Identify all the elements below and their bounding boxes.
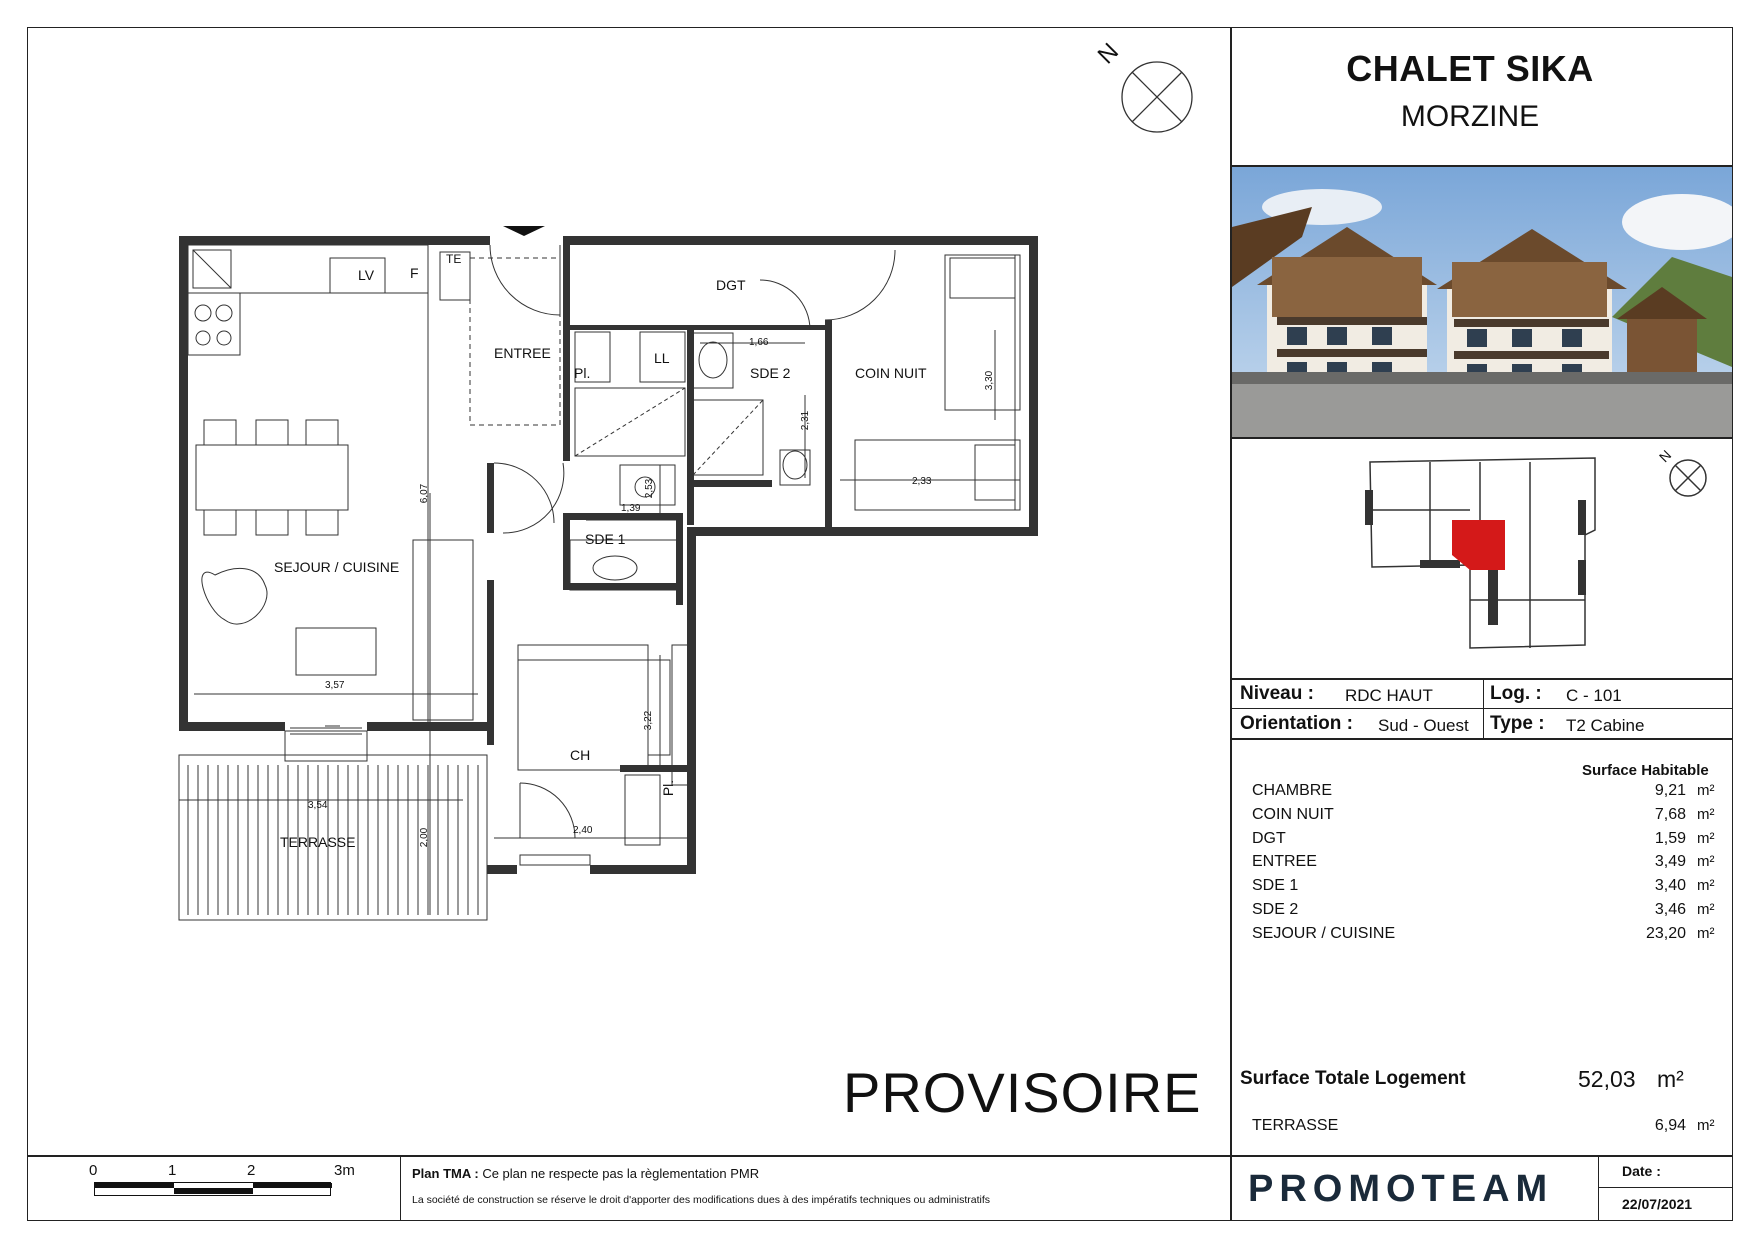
scale-label-2: 2 (247, 1162, 256, 1179)
surface-row-name: SDE 2 (1252, 901, 1299, 918)
photo-bottom-line (1230, 437, 1733, 439)
keyplan-north-label: N (1655, 446, 1675, 466)
scale-label-1: 1 (168, 1162, 177, 1179)
surface-row-name: COIN NUIT (1252, 806, 1334, 823)
surface-total-value: 52,03 (1578, 1066, 1636, 1092)
date-value: 22/07/2021 (1622, 1196, 1693, 1212)
room-label-coin-nuit: COIN NUIT (855, 365, 927, 381)
dim-label: 6,07 (419, 483, 431, 504)
surface-row-name: SDE 1 (1252, 877, 1299, 894)
dim-label: 2,53 (644, 478, 656, 499)
surface-habitable-header: Surface Habitable (1582, 762, 1709, 779)
room-label-placard-1: Pl. (574, 365, 591, 381)
niveau-value: RDC HAUT (1345, 686, 1433, 705)
dim-label: 1,39 (621, 503, 641, 514)
niveau-label: Niveau : (1240, 683, 1314, 704)
type-value: T2 Cabine (1566, 716, 1645, 735)
surface-row-unit: m² (1697, 830, 1715, 847)
terrasse-unit: m² (1697, 1117, 1715, 1134)
dim-label: 3,22 (643, 710, 655, 731)
dim-label: 2,40 (573, 825, 593, 836)
room-label-ch: CH (570, 747, 591, 763)
footer-note (412, 1166, 759, 1181)
scale-label-3m: 3m (334, 1162, 355, 1179)
room-label-lv: LV (358, 267, 375, 283)
info-col-divider (1483, 678, 1484, 738)
log-value: C - 101 (1566, 686, 1622, 705)
room-label-dgt: DGT (716, 277, 746, 293)
scale-label-0: 0 (89, 1162, 98, 1179)
terrasse-value: 6,94 (1654, 1117, 1686, 1134)
project-title: CHALET SIKA (1346, 48, 1594, 89)
dim-label: 3,57 (325, 680, 345, 691)
footer-scale-divider (400, 1155, 401, 1221)
info-bottom-line (1230, 738, 1733, 740)
room-label-placard-2: Pl. (660, 779, 677, 797)
provisoire-watermark: PROVISOIRE (843, 1061, 1202, 1124)
terrasse-label: TERRASSE (1252, 1117, 1339, 1134)
room-label-f: F (410, 265, 419, 281)
surface-total-label: Surface Totale Logement (1240, 1068, 1466, 1089)
surface-row-value: 3,46 (1654, 901, 1686, 918)
surface-row-unit: m² (1697, 853, 1715, 870)
room-label-sde2: SDE 2 (750, 365, 791, 381)
surface-row-value: 23,20 (1645, 925, 1686, 942)
surface-row-name: ENTREE (1252, 853, 1317, 870)
footer-note-text: Ce plan ne respecte pas la règlementation PMR (482, 1166, 760, 1181)
surface-row-value: 3,49 (1654, 853, 1686, 870)
info-top-line (1230, 678, 1733, 680)
surface-row-name: DGT (1252, 830, 1286, 847)
surface-row-value: 9,21 (1654, 782, 1686, 799)
room-label-te: TE (446, 252, 462, 266)
footer-note-bold: Plan TMA : (412, 1166, 479, 1181)
footer-disclaimer: La société de construction se réserve le droit d'apporter des modifications dues à des impératifs techniques ou administratifs (412, 1194, 991, 1206)
scale-bar (94, 1182, 331, 1196)
footer-date-divider (1598, 1155, 1599, 1221)
dim-label: 2,33 (912, 476, 932, 487)
north-label: N (1092, 37, 1124, 70)
surface-total-unit: m² (1657, 1066, 1684, 1092)
building-photo (1232, 167, 1732, 437)
info-mid-line (1230, 708, 1733, 709)
surface-row-unit: m² (1697, 782, 1715, 799)
room-label-sde1: SDE 1 (585, 531, 626, 547)
room-label-ll: LL (654, 350, 670, 366)
type-label: Type : (1490, 713, 1545, 734)
surface-row-value: 7,68 (1654, 806, 1686, 823)
room-label-terrasse: TERRASSE (280, 834, 356, 850)
project-city: MORZINE (1400, 100, 1540, 133)
surface-row-unit: m² (1697, 901, 1715, 918)
dim-label: 2,00 (419, 827, 431, 848)
date-label: Date : (1622, 1163, 1661, 1179)
surface-row-name: SEJOUR / CUISINE (1252, 925, 1396, 942)
surface-row-unit: m² (1697, 806, 1715, 823)
promoteam-logo: PROMOTEAM (1248, 1168, 1554, 1210)
orientation-value: Sud - Ouest (1378, 716, 1469, 735)
room-label-sejour: SEJOUR / CUISINE (274, 559, 400, 575)
orientation-label: Orientation : (1240, 713, 1353, 734)
room-label-entree: ENTREE (494, 345, 551, 361)
dim-label: 3,30 (984, 370, 996, 391)
dim-label: 3,54 (308, 800, 328, 811)
surface-row-unit: m² (1697, 925, 1715, 942)
footer-date-line (1598, 1187, 1733, 1188)
surface-row-value: 1,59 (1654, 830, 1686, 847)
log-label: Log. : (1490, 683, 1542, 704)
dim-label: 1,66 (749, 337, 769, 348)
footer-top-line (27, 1155, 1733, 1157)
surface-row-unit: m² (1697, 877, 1715, 894)
surface-row-value: 3,40 (1654, 877, 1686, 894)
dim-label: 2,31 (800, 410, 812, 431)
surface-row-name: CHAMBRE (1252, 782, 1333, 799)
